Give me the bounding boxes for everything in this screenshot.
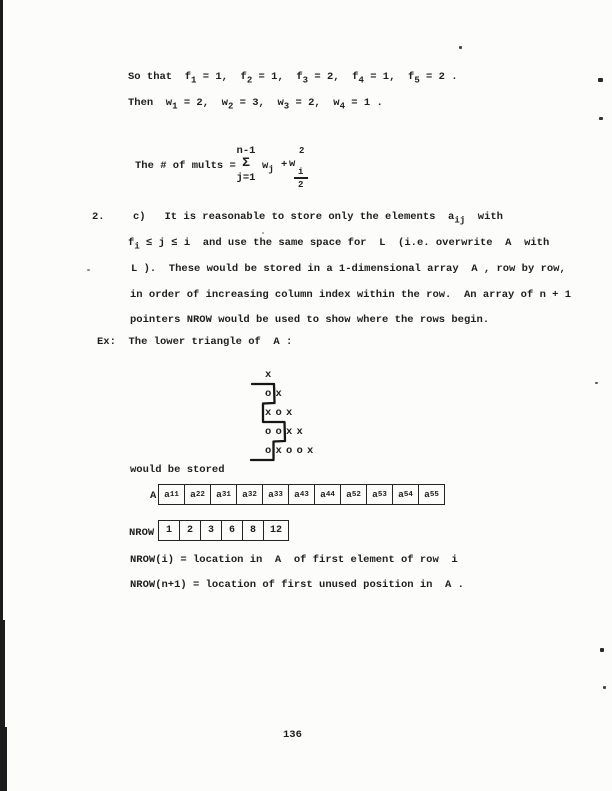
array-cell: a 31 <box>211 485 237 504</box>
sigma-symbol: Σ <box>242 155 250 170</box>
nrow-cell: 8 <box>243 521 264 540</box>
pointers-line: pointers NROW would be used to show where the rows begin. <box>130 314 490 326</box>
nrow-cell: 3 <box>201 521 222 540</box>
scan-speck <box>598 78 603 82</box>
array-cell: a 43 <box>289 485 315 504</box>
mults-formula <box>135 145 325 195</box>
nrow-cell: 1 <box>159 521 180 540</box>
nrow-table <box>158 520 289 541</box>
array-cell: a 54 <box>393 485 419 504</box>
sum-upper-limit: n-1 <box>236 145 256 157</box>
nrow-cell: 6 <box>222 521 243 540</box>
plus-sign: + <box>281 159 288 171</box>
then-w-line: Then $w_1 = 2$, $w_2 = 3$, $w_3 = 2$, $w_4 = 1$ . <box>128 97 383 112</box>
array-cell: a 22 <box>185 485 211 504</box>
array-cell: a 32 <box>237 485 263 504</box>
triangle-row: xox <box>265 407 297 419</box>
fraction-bar <box>294 177 308 179</box>
nrow-n1-definition: NROW(n+1) = location of first unused position in A . <box>130 579 464 591</box>
frac-base: w <box>289 158 296 170</box>
w-sub-j-term: $w_j$ <box>262 160 274 175</box>
frac-superscript: 2 <box>299 146 305 156</box>
would-be-stored-line: would be stored <box>130 464 225 476</box>
item-c-line: c) It is reasonable to store only the elements $a_{ij}$ with <box>133 211 503 226</box>
array-a-label: A <box>150 490 157 502</box>
scan-speck <box>87 269 90 271</box>
array-cell: a 11 <box>159 485 185 504</box>
so-that-line: So that $f_1 = 1$, $f_2 = 1$, $f_3 = 2$, $f_4 = 1$, $f_5 = 2$ . <box>128 71 458 86</box>
triangle-row: ox <box>265 388 287 400</box>
nrow-label: NROW <box>129 527 155 539</box>
nrow-i-definition: NROW(i) = location in A of first element of row i <box>130 554 458 566</box>
scan-speck <box>262 232 264 234</box>
order-line: in order of increasing column index within the row. An array of n + 1 <box>130 289 572 301</box>
envelope-staircase-line <box>245 374 309 468</box>
frac-denominator: 2 <box>298 180 304 190</box>
array-cell: a 33 <box>263 485 289 504</box>
array-a-table <box>158 484 445 505</box>
array-cell: a 44 <box>315 485 341 504</box>
f-condition-line: $f_i \le j \le i$ and use the same space for L (i.e. overwrite A with <box>128 237 550 252</box>
array-cell: a 55 <box>424 489 439 500</box>
triangle-row: ooxx <box>265 426 308 438</box>
nrow-cell: 12 <box>269 525 282 536</box>
array-cell: a 53 <box>367 485 393 504</box>
triangle-row: oxoox <box>265 445 318 457</box>
formula-label: The # of mults = <box>135 160 236 172</box>
scan-speck <box>603 686 606 689</box>
l-line: L ). These would be stored in a 1-dimensional array A , row by row, <box>131 263 566 275</box>
item-number: 2. <box>92 211 105 223</box>
scan-edge-artifact <box>0 727 7 791</box>
page-number: 136 <box>283 729 302 741</box>
example-line: Ex: The lower triangle of A : <box>97 336 293 348</box>
scan-speck <box>600 648 604 652</box>
nrow-cell: 2 <box>180 521 201 540</box>
scan-speck <box>599 117 603 120</box>
frac-subscript: i <box>298 167 304 177</box>
scan-speck <box>459 46 462 49</box>
scan-speck <box>595 382 598 384</box>
array-cell: a 52 <box>341 485 367 504</box>
triangle-row: x <box>265 369 276 381</box>
w-squared-fraction <box>289 147 315 191</box>
sum-lower-limit: j=1 <box>236 172 256 184</box>
